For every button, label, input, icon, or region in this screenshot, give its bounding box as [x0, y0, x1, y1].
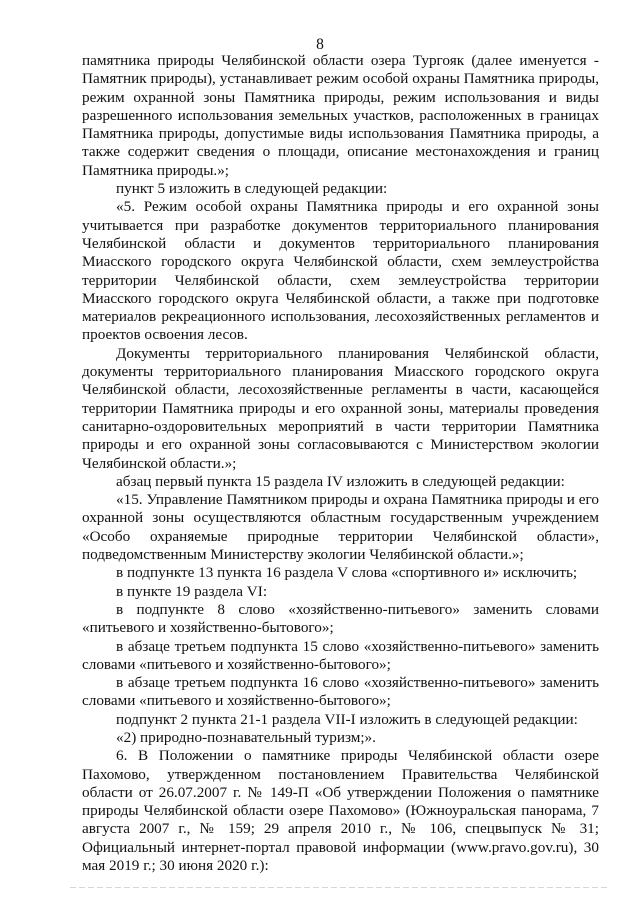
document-body	[82, 52, 599, 875]
paragraph-11: в абзаце третьем подпункта 16 слово «хозяйственно-питьевого» заменить словами «питьевого и хозяйственно-бытового»;	[82, 674, 599, 710]
paragraph-7: в подпункте 13 пункта 16 раздела V слова «спортивного и» исключить;	[116, 564, 578, 582]
paragraph-5: абзац первый пункта 15 раздела IV изложить в следующей редакции:	[116, 472, 565, 490]
paragraph-6: «15. Управление Памятником природы и охрана Памятника природы и его охранной зоны осуществляются областным государственным учреждением «Особо охраняемые природные территории Челябинской области», подведомственным Министерству экологии Челябинской области.»;	[82, 491, 599, 564]
paragraph-2: пункт 5 изложить в следующей редакции:	[116, 180, 388, 198]
paragraph-12: подпункт 2 пункта 21-1 раздела VII-I изложить в следующей редакции:	[116, 710, 578, 728]
page-number: 8	[316, 36, 324, 53]
paragraph-1: памятника природы Челябинской области озера Тургояк (далее именуется - Памятник природы), устанавливает режим особой охраны Памятника природы, режим охранной зоны Памятника природы, режим использования и виды разрешенного использования земельных участков, расположенных в границах Памятника природы, допустимые виды использования Памятника природы, а также содержит сведения о площади, описание местонахождения и границ Памятника природы.»;	[82, 52, 599, 179]
paragraph-13: «2) природно-познавательный туризм;».	[116, 728, 376, 746]
paragraph-10: в абзаце третьем подпункта 15 слово «хозяйственно-питьевого» заменить словами «питьевого и хозяйственно-бытового»;	[82, 637, 599, 673]
paragraph-14: 6. В Положении о памятнике природы Челябинской области озере Пахомово, утвержденном постановлением Правительства Челябинской области от 26.07.2007 г. № 149-П «Об утверждении Положения о памятнике природы Челябинской области озере Пахомово» (Южноуральская панорама, 7 августа 2007 г., № 159; 29 апреля 2010 г., № 106, спецвыпуск № 31; Официальный интернет-портал правовой информации (www.pravo.gov.ru), 30 мая 2019 г.; 30 июня 2020 г.):	[82, 747, 599, 875]
scan-edge-artifact	[70, 887, 610, 888]
paragraph-9: в подпункте 8 слово «хозяйственно-питьевого» заменить словами «питьевого и хозяйственно-бытового»;	[82, 600, 599, 637]
paragraph-4: Документы территориального планирования Челябинской области, документы территориального планирования Миасского городского округа Челябинской области, лесохозяйственные регламенты в части, касающейся территории Памятника природы и его охранной зоны, материалы проведения санитарно-оздоровительных мероприятий в части территории Памятника природы и его охранной зоны согласовываются с Министерством экологии Челябинской области.»;	[82, 344, 599, 472]
paragraph-3: «5. Режим особой охраны Памятника природы и его охранной зоны учитывается при разработке документов территориального планирования Челябинской области и документов территориального планирования Миасского городского округа Челябинской области, схем землеустройства территории Челябинской области, схем землеустройства территории Миасского городского округа Челябинской области, а также при подготовке материалов рекреационного использования, лесохозяйственных регламентов и проектов освоения лесов.	[82, 198, 599, 344]
paragraph-8: в пункте 19 раздела VI:	[116, 582, 268, 600]
